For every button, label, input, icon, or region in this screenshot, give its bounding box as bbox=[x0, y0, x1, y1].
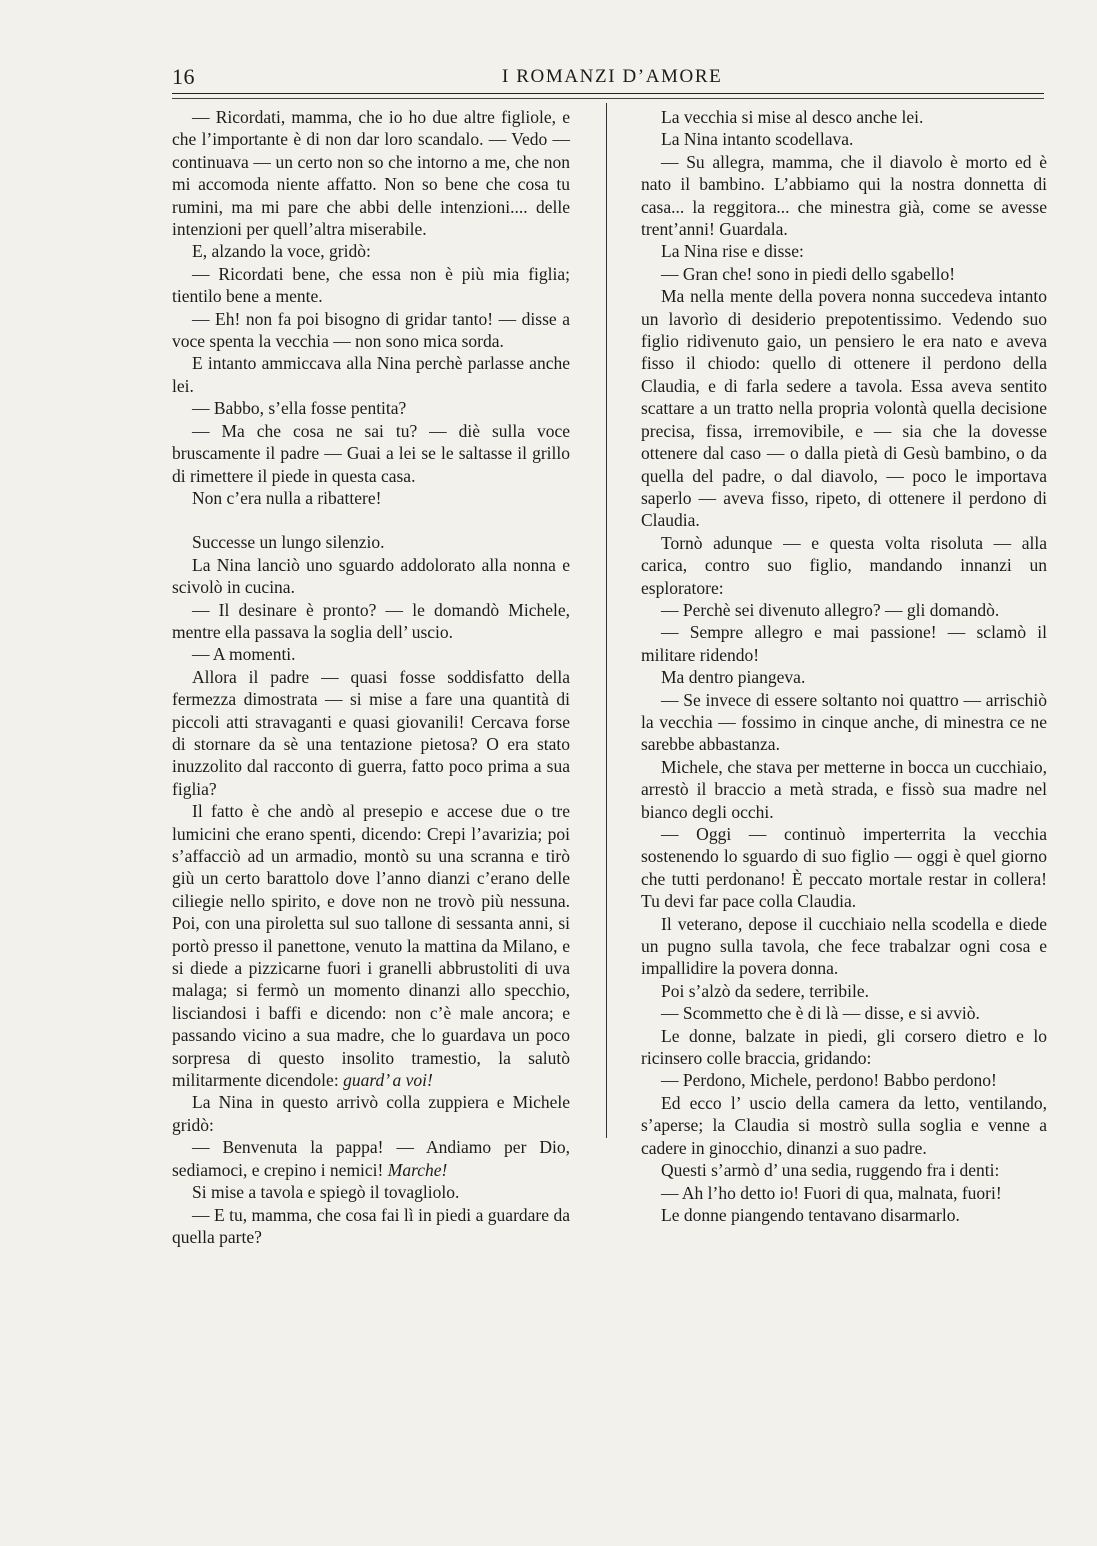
paragraph: — Perchè sei divenuto allegro? — gli domandò. bbox=[661, 599, 1000, 620]
paragraph-with-italic bbox=[172, 800, 570, 1091]
paragraph: — Eh! non fa poi bisogno di gridar tanto! — disse a voce spenta la vecchia — non sono mica sorda. bbox=[172, 308, 570, 352]
paragraph: Ma dentro piangeva. bbox=[661, 667, 806, 688]
paragraph: — Ma che cosa ne sai tu? — diè sulla voce bruscamente il padre — Guai a lei se le saltasse il grillo di rimettere il piede in questa casa. bbox=[172, 420, 570, 486]
paragraph: Ma nella mente della povera nonna succedeva intanto un lavorìo di desiderio prepotentissimo. Vedendo suo figlio ridivenuto gaio, un pensiero le era nato e aveva fisso il chiodo: quello di ottenere il perdono della Claudia, e di farla sedere a tavola. Essa aveva sentito scattare a un tratto nella propria volontà quella decisione precisa, fissa, irremovibile, e — sia che la dovesse ottenere dal caso — o dalla pietà di Gesù bambino, o da quella del padre, o dal diavolo, — poco le importava saperlo — aveva fisso, ripeto, di ottenere il perdono di Claudia. bbox=[641, 286, 1047, 531]
paragraph: Ed ecco l’ uscio della camera da letto, ventilando, s’aperse; la Claudia si mostrò sulla soglia e venne a cadere in ginocchio, dinanzi a suo padre. bbox=[641, 1092, 1047, 1158]
paragraph: Poi s’alzò da sedere, terribile. bbox=[661, 980, 869, 1001]
column-divider bbox=[606, 103, 607, 1138]
italic-phrase: guard’ a voi! bbox=[343, 1070, 433, 1091]
paragraph: — Babbo, s’ella fosse pentita? bbox=[192, 398, 407, 419]
paragraph: La Nina intanto scodellava. bbox=[661, 129, 854, 150]
page-header bbox=[172, 62, 1044, 92]
paragraph: — Sempre allegro e mai passione! — sclamò il militare ridendo! bbox=[641, 622, 1047, 665]
paragraph: Il veterano, depose il cucchiaio nella scodella e diede un pugno sulla tavola, che fece trabalzar ogni cosa e impallidire la povera donna. bbox=[641, 913, 1047, 979]
paragraph: La Nina in questo arrivò colla zuppiera e Michele gridò: bbox=[172, 1092, 570, 1135]
paragraph: Si mise a tavola e spiegò il tovagliolo. bbox=[192, 1182, 460, 1203]
paragraph: Le donne, balzate in piedi, gli corsero dietro e lo ricinsero colle braccia, gridando: bbox=[641, 1025, 1047, 1069]
paragraph: Allora il padre — quasi fosse soddisfatto della fermezza dimostrata — si mise a fare una quantità di piccoli atti stravaganti e quasi giovanili! Cercava forse di stornare da sè una tentazione pietosa? O era stato inuzzolito dal racconto di guerra, fatto poco prima a sua figlia? bbox=[172, 666, 570, 799]
paragraph: — Ricordati bene, che essa non è più mia figlia; tientilo bene a mente. bbox=[172, 263, 570, 307]
paragraph: Successe un lungo silenzio. bbox=[192, 532, 385, 553]
header-rule-thin bbox=[172, 98, 1044, 99]
paragraph: — Oggi — continuò imperterrita la vecchia sostenendo lo sguardo di suo figlio — oggi è quel giorno che tutti perdonano! È peccato mortale restar in collera! Tu devi far pace colla Claudia. bbox=[641, 824, 1047, 912]
paragraph: Le donne piangendo tentavano disarmarlo. bbox=[661, 1204, 960, 1225]
paragraph: E intanto ammiccava alla Nina perchè parlasse anche lei. bbox=[172, 353, 570, 396]
paragraph: — Gran che! sono in piedi dello sgabello! bbox=[661, 263, 956, 284]
paragraph: Michele, che stava per metterne in bocca un cucchiaio, arrestò il braccio a metà strada, e fissò sua madre nel bianco degli occhi. bbox=[641, 756, 1047, 822]
paragraph: — Se invece di essere soltanto noi quattro — arrischiò la vecchia — fossimo in cinque anche, di minestra ce ne sarebbe abbastanza. bbox=[641, 689, 1047, 755]
paragraph: — Su allegra, mamma, che il diavolo è morto ed è nato il bambino. L’abbiamo qui la nostra donnetta di casa... la reggitora... che minestra già, come se avesse trent’anni! Guardala. bbox=[641, 151, 1047, 240]
left-column bbox=[172, 106, 570, 1248]
paragraph: — Ah l’ho detto io! Fuori di qua, malnata, fuori! bbox=[661, 1182, 1002, 1203]
paragraph: — Scommetto che è di là — disse, e si avviò. bbox=[661, 1003, 980, 1024]
paragraph: — E tu, mamma, che cosa fai lì in piedi a guardare da quella parte? bbox=[172, 1204, 570, 1247]
paragraph: La Nina lanciò uno sguardo addolorato alla nonna e scivolò in cucina. bbox=[172, 554, 570, 598]
paragraph: Questi s’armò d’ una sedia, ruggendo fra i denti: bbox=[661, 1160, 1000, 1181]
paragraph: — Perdono, Michele, perdono! Babbo perdono! bbox=[661, 1070, 997, 1091]
paragraph-with-italic bbox=[172, 1136, 570, 1181]
paragraph: Non c’era nulla a ribattere! bbox=[192, 487, 382, 508]
paragraph: — A momenti. bbox=[192, 644, 296, 665]
paragraph: La Nina rise e disse: bbox=[661, 241, 804, 262]
paragraph: E, alzando la voce, gridò: bbox=[192, 241, 371, 262]
right-column bbox=[641, 106, 1047, 1226]
running-title: I ROMANZI D’AMORE bbox=[502, 66, 723, 87]
paragraph: Tornò adunque — e questa volta risoluta — alla carica, contro suo figlio, mandando innanzi un esploratore: bbox=[641, 532, 1047, 598]
paragraph: La vecchia si mise al desco anche lei. bbox=[661, 107, 924, 127]
paragraph-text: Il fatto è che andò al presepio e accese due o tre lumicini che erano spenti, dicendo: Crepi l’avarizia; poi s’affacciò ad un armadio, montò su una scranna e tirò giù un certo barattolo dove l’anno dianzi c’erano delle ciliegie nello spirito, e dove non ne trovò più nessuna. Poi, con una piroletta sul suo tallone di sessanta anni, si portò presso il panettone, venuto la mattina da Milano, e si diede a pizzicarne fuori i granelli abbrustoliti di uva malaga; si fermò un momento dinanzi allo specchio, lisciandosi i baffi e dicendo: non c’è male ancora; e passando vicino a sua madre, che lo guardava un poco sorpresa di questo insolito tramestio, la salutò militarmente dicendole: bbox=[172, 801, 570, 1091]
header-rule-thick bbox=[172, 93, 1044, 94]
italic-phrase: Marche! bbox=[387, 1159, 448, 1180]
paragraph: — Il desinare è pronto? — le domandò Michele, mentre ella passava la soglia dell’ uscio. bbox=[172, 599, 570, 642]
paragraph-text: — Benvenuta la pappa! — Andiamo per Dio, sediamoci, e crepino i nemici! bbox=[172, 1137, 570, 1180]
paragraph: — Ricordati, mamma, che io ho due altre figliole, e che l’importante è di non dar loro scandalo. — Vedo — continuava — un certo non so che intorno a me, che non mi accomoda niente affatto. Non so bene che cosa tu rumini, ma mi pare che abbi delle intenzioni.... delle intenzioni per quell’altra miserabile. bbox=[172, 107, 570, 240]
page-number: 16 bbox=[172, 64, 195, 89]
